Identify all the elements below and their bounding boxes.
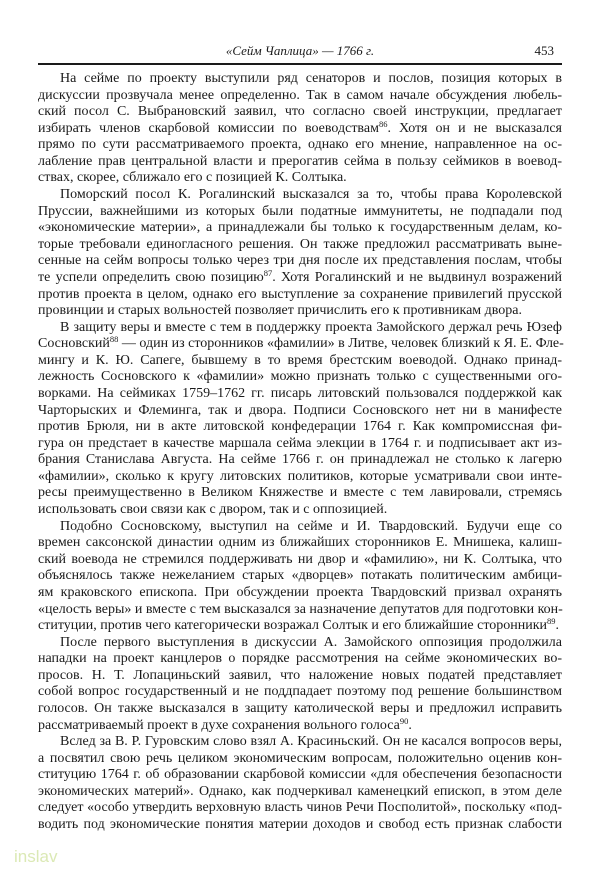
text-segment: . Хотя он и не высказался [387, 120, 562, 136]
text-segment: — один из сторонников «фамилии» в Литве, человек близкий к Я. Е. Фле- [118, 336, 564, 352]
paragraph [38, 320, 562, 519]
text-line: объяснялось также нежеланием старых «дворцев» потакать политическим амбици- [38, 568, 562, 584]
text-line: Вслед за В. Р. Гуровским слово взял А. Красиньский. Он не касался вопросов веры, [60, 734, 562, 750]
text-line: После первого выступления в дискуссии А. Замойского оппозиция продолжила [60, 634, 562, 650]
text-line: Поморский посол К. Рогалинский высказался за то, чтобы права Королевской [60, 187, 562, 203]
text-line: «целость веры» и вместе с тем высказался за назначение депутатов для подготовки кон- [38, 601, 563, 617]
text-line: против Брюля, ни в акте литовской конфедерации 1764 г. Как компромиссная фи- [38, 419, 562, 435]
text-line: «фамилии», сколько к кругу литовских политиков, которые усматривали свои инте- [38, 468, 562, 484]
text-segment: избирать членов скарбовой комиссии по воеводствам [38, 120, 379, 136]
footnote-ref: 86 [378, 118, 388, 129]
text-line: времен саксонской династии одним из ближайших сторонников Е. Мнишека, калиш- [38, 535, 562, 551]
text-line: ский воевода не стремился поддерживать ни двор и «фамилию», ни К. Солтыка, что [38, 551, 562, 567]
text-line: голосов. Он также высказался в защиту католической веры и предложил исправить [38, 700, 562, 716]
text-line: лежность Сосновского к «фамилии» можно признать только с существенными ого- [38, 369, 562, 385]
text-segment: ституции, против чего категорически возражал Солтык и его ближайшие сторонники [38, 618, 548, 634]
text-line: прямо по сути рассматриваемого проекта, однако его мнение, направленное на ос- [38, 137, 562, 153]
paragraph [38, 519, 562, 635]
text-line: мингу и К. Ю. Сапеге, бывшему в то время брестским воеводой. Однако принад- [38, 352, 562, 368]
text-line [38, 715, 562, 735]
paragraph [38, 71, 562, 187]
text-line [38, 267, 563, 287]
body-text [38, 71, 562, 834]
running-title: «Сейм Чаплица» — 1766 г. [225, 43, 375, 58]
text-line: нападки на проект канцлеров о порядке рассмотрения на сейме экономических во- [38, 651, 562, 667]
footnote-ref: 89 [547, 616, 556, 627]
text-line: сенные на сейм вопросы только через три дня после их представления послам, чтобы [38, 253, 562, 269]
text-line: ствах, скорее, сближало его с позицией К. Солтыка. [38, 170, 347, 186]
footnote-ref: 90 [399, 715, 409, 726]
text-line: водить под экономические понятия материи доходов и свобод есть признак слабости [38, 817, 562, 833]
text-line: просов. Н. Т. Лопациньский заявил, что наложение новых податей представляет [38, 667, 562, 683]
text-line: ресы преимущественно в Великом Княжестве и вместе с тем лавировали, стремясь [38, 485, 562, 501]
text-segment: . Хотя Рогалинский и не выдвинул возражений [272, 269, 563, 285]
text-line: а посвятил свою речь целиком экономическим вопросам, положительно оценив кон- [38, 750, 562, 766]
text-line: собой вопрос государственный и не поддпадает поэтому под решение большинством [38, 684, 562, 700]
text-line: ский посол С. Выбрановский заявил, что согласно своей инструкции, предлагает [38, 104, 562, 120]
text-line: Пруссии, важнейшими из которых были податные иммунитеты, не подпадали под [38, 203, 562, 219]
text-segment: рассматриваемый проект в духе сохранения вольного голоса [38, 717, 400, 733]
text-line: гура он предстает в качестве маршала сейма элекции в 1764 г. и подписывает акт из- [38, 435, 562, 451]
text-line [38, 618, 562, 635]
text-line: «экономические материи», а принадлежали бы только к государственным делам, ко- [38, 220, 562, 236]
text-line: ям краковского епископа. При обсуждении проекта Твардовский призвал охранять [38, 584, 562, 600]
text-segment: . [408, 717, 412, 733]
text-line: ституцию 1764 г. об образовании скарбовой комиссии «для обеспечения безопасности [38, 767, 562, 783]
text-line: торые требовали единогласного решения. Он также предложил рассматривать выне- [38, 236, 562, 252]
page-number: 453 [534, 43, 554, 58]
text-segment: те успели определить свою позицию [38, 269, 264, 285]
footnote-ref: 87 [263, 267, 273, 278]
text-line: дискуссии прозвучала менее определенно. Так в самом начале обсуждения любель- [38, 87, 562, 103]
paragraph [38, 734, 562, 833]
footnote-ref: 88 [109, 334, 119, 345]
running-header [38, 43, 562, 61]
watermark: inslav [14, 847, 58, 866]
text-line: В защиту веры и вместе с тем в поддержку проекта Замойского держал речь Юзеф [60, 319, 562, 335]
text-line: Подобно Сосновскому, выступил на сейме и И. Твардовский. Будучи еще со [60, 518, 562, 534]
text-line: Чарторыских и Флеминга, так и двора. Подписи Сосновского нет ни в манифесте [38, 402, 562, 418]
text-line: следует «особо утвердить верховную власть чинов Речи Посполитой», поскольку «под- [38, 800, 562, 816]
text-line: использовать свои связи как с двором, так и с оппозицией. [38, 502, 388, 518]
paragraph [38, 187, 562, 320]
text-line: провинции и старых вольностей позволяет причислить его к противникам двора. [38, 303, 523, 319]
text-line [38, 118, 562, 138]
text-segment: Сосновский [38, 336, 110, 352]
text-line: экономических материй». Однако, как подчеркивал каменецкий епископ, в этом деле [38, 783, 562, 799]
text-line: На сейме по проекту выступили ряд сенаторов и послов, позиция которых в [60, 71, 562, 86]
text-segment: . [555, 618, 560, 634]
text-line: брания Станислава Августа. На сейме 1766 г. он принадлежал не столько к лагерю [38, 452, 562, 468]
text-line: ворками. На сеймиках 1759–1762 гг. писарь литовский пользовался поддержкой как [38, 385, 562, 401]
paragraph [38, 635, 562, 734]
text-line: лабление прав центральной власти и прерогатив сейма в пользу сеймиков в воевод- [38, 153, 562, 169]
text-line: против проекта в целом, однако его выступление за сохранение привилегий прусской [38, 286, 562, 302]
text-line [38, 336, 562, 353]
header-rule [38, 63, 562, 65]
